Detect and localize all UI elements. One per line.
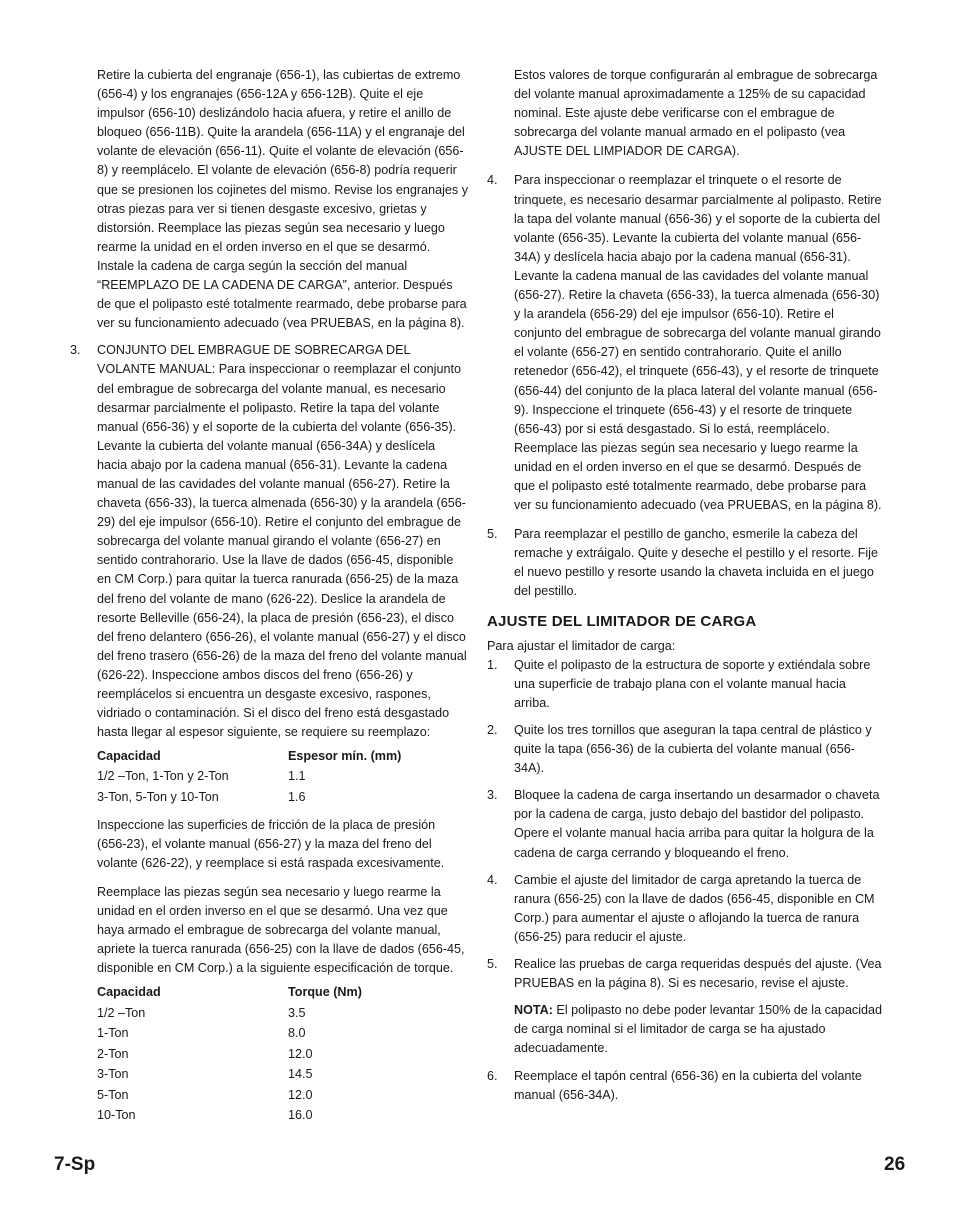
step-number: 6. [487,1068,498,1083]
step-item [487,871,885,947]
table-cell: 1.6 [288,789,306,804]
paragraph-reassemble-torque: Reemplace las piezas según sea necesario y luego rearme la unidad en el orden inverso en el que se desarmó. Una vez que haya armado el embrague de sobrecarga del volante manual, apriete la tuerca ranurada (656-25) con la llave de dados (656-45, disponible en CM Corp.) a la siguiente especificación de torque. [97,885,465,976]
list-number: 5. [487,527,498,542]
table-row [97,1003,437,1024]
section-intro: Para ajustar el limitador de carga: [487,638,676,653]
thickness-table [97,746,437,808]
table-header-row [97,983,437,1004]
step-item [487,656,885,713]
page-section-label: 7-Sp [54,1154,96,1175]
step-text: Quite los tres tornillos que aseguran la tapa central de plástico y quite la tapa (656-36) de la cubierta del volante manual (656-34A). [514,723,872,776]
table-row [97,787,437,808]
table-cell: 5-Ton [97,1087,129,1102]
step-number: 1. [487,657,498,672]
right-column [487,66,885,1105]
table-row [97,1106,437,1127]
list-number: 3. [70,343,81,358]
table-cell: 1-Ton [97,1026,129,1041]
list-item-text: Para inspeccionar o reemplazar el trinquete o el resorte de trinquete, es necesario desarmar parcialmente al polipasto. Retire la tapa del volante manual (656-36) y el soporte de la cubierta del volante (656-35). Levante la cubierta del volante manual (656-34A) y deslícela hacia abajo por la cadena manual (656-31). Levante la cadena manual de las cavidades del volante manual (656-27). Retire la chaveta (656-33), la tuerca almenada (656-30) y la arandela (656-29) del eje impulsor (656-10). Retire el conjunto del embrague de sobrecarga del volante manual girando el volante (656-27) en sentido contrahorario. Quite el anillo retenedor (656-42), el trinquete (656-43), y el resorte de trinquete (656-44) del conjunto de la placa lateral del volante manual (656-9). Inspeccione el trinquete (656-43) y el resorte de trinquete (656-43) por si está desgastado. Si lo está, reemplácelo. Reemplace las piezas según sea necesario y luego rearme la unidad en el orden inverso en el que se desarmó. Después de que el polipasto esté totalmente rearmado, debe probarse para ver su funcionamiento adecuado (vea PRUEBAS, en la página 8). [514,173,882,513]
step-number: 3. [487,788,498,803]
list-number: 4. [487,173,498,188]
table-cell: 12.0 [288,1087,313,1102]
note-text: El polipasto no debe poder levantar 150% de la capacidad de carga nominal si el limitador de carga se ha ajustado adecuadamente. [514,1003,883,1056]
section-heading: AJUSTE DEL LIMITADOR DE CARGA [487,612,757,630]
table-header-row [97,746,437,767]
table-cell: 1.1 [288,769,306,784]
step-number: 2. [487,723,498,737]
step-text: Reemplace el tapón central (656-36) en la cubierta del volante manual (656-34A). [514,1068,862,1102]
table-cell: 3-Ton, 5-Ton y 10-Ton [97,789,219,804]
table-row [97,1044,437,1065]
table-header-capacity: Capacidad [97,985,161,1000]
step-text: Quite el polipasto de la estructura de soporte y extiéndala sobre una superficie de trabajo plana con el volante manual hacia arriba. [514,657,871,710]
step-number: 5. [487,957,498,972]
table-cell: 14.5 [288,1067,313,1082]
list-item-overload-clutch [70,341,468,742]
step-text: Bloquee la cadena de carga insertando un desarmador o chaveta por la cadena de carga, justo debajo del bastidor del polipasto. Opere el volante manual hacia arriba para quitar la holgura de la cadena de carga cerrando y bloqueando el freno. [514,788,880,860]
table-cell: 2-Ton [97,1046,129,1061]
step-item [487,786,885,862]
list-item-hook-latch [487,525,885,601]
torque-table [97,983,437,1127]
table-cell: 3.5 [288,1005,306,1020]
table-row [97,1085,437,1106]
step-item [487,955,885,993]
table-cell: 8.0 [288,1026,306,1041]
table-row [97,1065,437,1086]
note-paragraph [487,1001,885,1058]
note-label: NOTA: [514,1003,553,1018]
table-cell: 3-Ton [97,1067,129,1082]
page-number: 26 [884,1154,906,1175]
table-row [97,1024,437,1045]
table-cell: 1/2 –Ton [97,1005,146,1020]
paragraph-gear-cover: Retire la cubierta del engranaje (656-1), las cubiertas de extremo (656-4) y los engranajes (656-12A y 656-12B). Quite el eje impulsor (656-10) deslizándolo hacia afuera, y retire el anillo de bloqueo (656-11B). Quite la arandela (656-11A) y el engranaje del volante de elevación (656-11). Quite el volante de elevación (656-8) y reemplácelo. El volante de elevación (656-8) podría requerir que se presionen los cojinetes del mismo. Revise los engranajes y otras piezas para ver si tienen desgaste excesivo, grietas y distorsión. Reemplace las piezas según sea necesario y luego rearme la unidad en el orden inverso en el que se desarmó. Instale la cadena de carga según la sección del manual “REEMPLAZO DE LA CADENA DE CARGA”, anterior. Después de que el polipasto esté totalmente rearmado, debe probarse para ver su funcionamiento adecuado (vea PRUEBAS, en la página 8). [97,68,469,331]
table-header-torque: Torque (Nm) [288,985,362,1000]
step-text: Realice las pruebas de carga requeridas después del ajuste. (Vea PRUEBAS en la página 8). Si es necesario, revise el ajuste. [514,957,882,991]
step-number: 4. [487,872,498,887]
table-row [97,767,437,788]
table-header-thickness: Espesor mín. (mm) [288,748,402,763]
paragraph-torque-values: Estos valores de torque configurarán al embrague de sobrecarga del volante manual aproximadamente a 125% de su capacidad nominal. Este ajuste debe verificarse con el embrague de sobrecarga del volante manual armado en el polipasto (vea AJUSTE DEL LIMPIADOR DE CARGA). [514,68,878,159]
table-cell: 12.0 [288,1046,313,1061]
step-item [487,721,885,778]
paragraph-friction-surfaces: Inspeccione las superficies de fricción de la placa de presión (656-23), el volante manual (656-27) y la maza del freno del volante (626-22), y reemplace si está raspada excesivamente. [97,817,445,870]
list-item-ratchet [487,171,885,515]
table-cell: 10-Ton [97,1108,136,1123]
step-item [487,1067,885,1105]
table-header-capacity: Capacidad [97,748,161,763]
table-cell: 1/2 –Ton, 1-Ton y 2-Ton [97,769,229,784]
step-text: Cambie el ajuste del limitador de carga apretando la tuerca de ranura (656-25) con la llave de dados (656-45, disponible en CM Corp.) para aumentar el ajuste o aflojando la tuerca de ranura (656-25) para reducir el ajuste. [514,872,875,944]
table-cell: 16.0 [288,1108,313,1123]
list-item-text: CONJUNTO DEL EMBRAGUE DE SOBRECARGA DEL VOLANTE MANUAL: Para inspeccionar o reemplazar el conjunto del embrague de sobrecarga del volante manual, es necesario desarmar parcialmente el polipasto. Retire la tapa del volante manual (656-36) y el soporte de la cubierta del volante (656-35). Levante la cubierta del volante manual (656-34A) y deslícela hacia abajo por la cadena manual (656-31). Levante la cadena manual de las cavidades del volante manual (656-27). Retire la chaveta (656-33), la tuerca almenada (656-30) y la arandela (656-29) del eje impulsor (656-10). Retire el conjunto del embrague de sobrecarga del volante manual girando el volante (656-27) en sentido contrahorario. Use la llave de dados (656-45, disponible en CM Corp.) para quitar la tuerca ranurada (656-25) de la maza del freno del volante de mano (626-22). Deslice la arandela de resorte Belleville (656-24), la placa de presión (656-23), el disco del freno delantero (656-26), el volante manual (656-27) y el disco del freno trasero (656-26) de la maza del freno del volante manual (626-22). Inspeccione ambos discos del freno (656-26) y reemplácelos si encuentra un desgaste excesivo, raspones, vidriado o contaminación. Si el disco del freno está desgastado hasta llegar al espesor siguiente, se requiere su reemplazo: [97,343,467,740]
list-item-text: Para reemplazar el pestillo de gancho, esmerile la cabeza del remache y extráigalo. Quite y deseche el pestillo y el resorte. Fije el nuevo pestillo y resorte usando la chaveta incluida en el juego del pestillo. [514,527,878,599]
left-column [70,66,468,1126]
